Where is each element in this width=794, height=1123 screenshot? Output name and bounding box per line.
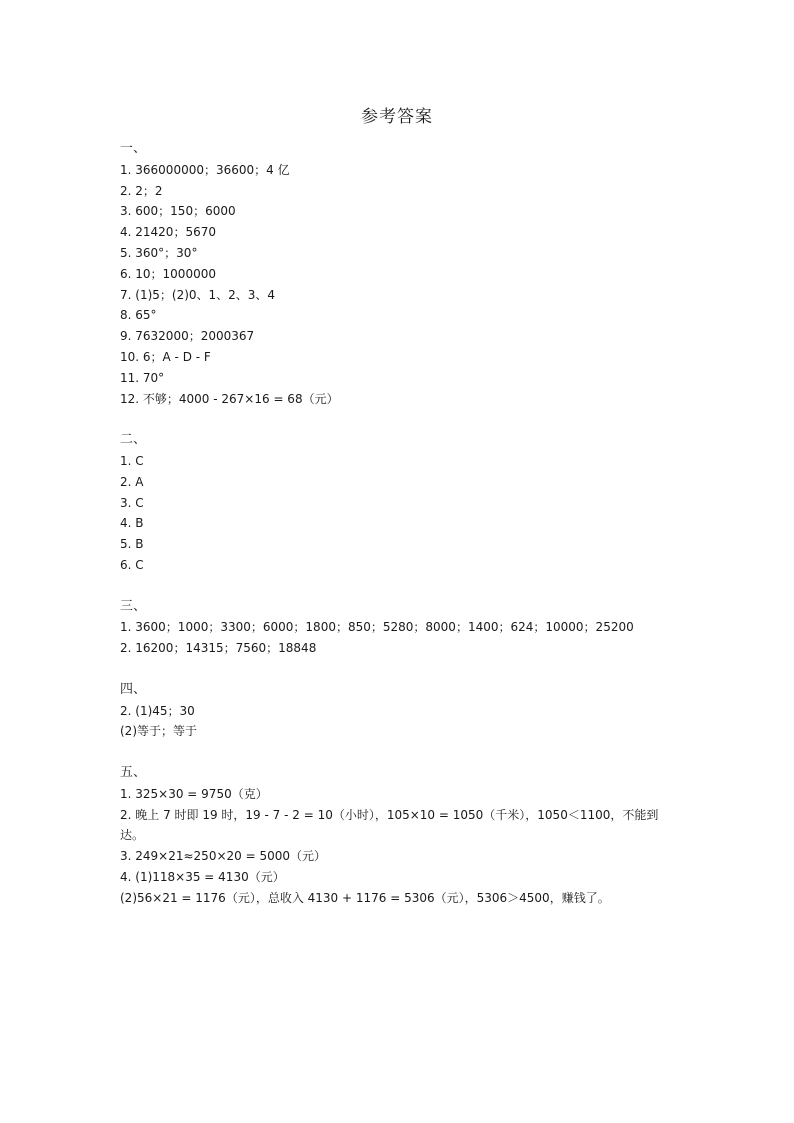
answer-line: 2. (1)45；30 — [120, 703, 195, 718]
answer-line: 1. C — [120, 453, 144, 468]
section-heading: 五、 — [120, 764, 147, 780]
page-title: 参考答案 — [361, 107, 433, 127]
section-heading: 一、 — [120, 141, 147, 156]
answer-line: 6. 10；1000000 — [120, 266, 216, 281]
answer-line: 4. (1)118×35 = 4130（元） — [120, 869, 285, 884]
section-heading: 四、 — [120, 681, 147, 697]
section-2 — [120, 430, 680, 576]
answer-line: 9. 7632000；2000367 — [120, 329, 255, 344]
answer-line: 12. 不够；4000 - 267×16 = 68（元） — [120, 391, 339, 406]
answer-line: 3. C — [120, 495, 144, 510]
answer-line: 5. 360°；30° — [120, 245, 198, 260]
answer-content — [120, 139, 680, 908]
answer-line: 10. 6；A - D - F — [120, 349, 211, 364]
answer-line: (2)等于；等于 — [120, 724, 197, 739]
answer-line: 2. 晚上 7 时即 19 时，19 - 7 - 2 = 10（小时），105×10 = 1050（千米），1050＜1100，不能到 — [120, 807, 659, 822]
answer-line: 2. 16200；14315；7560；18848 — [120, 641, 317, 656]
section-4 — [120, 680, 680, 742]
answer-line: 1. 3600；1000；3300；6000；1800；850；5280；8000；1400；624；10000；25200 — [120, 620, 634, 635]
answer-line: 达。 — [120, 828, 145, 843]
answer-line: 2. A — [120, 474, 144, 489]
answer-line: 11. 70° — [120, 370, 165, 385]
answer-line: 3. 249×21≈250×20 = 5000（元） — [120, 849, 326, 864]
section-5 — [120, 763, 680, 909]
section-heading: 二、 — [120, 432, 147, 448]
section-1 — [120, 139, 680, 409]
answer-line: 3. 600；150；6000 — [120, 204, 236, 219]
answer-line: 4. B — [120, 516, 144, 531]
answer-line: 8. 65° — [120, 308, 157, 323]
answer-line: 1. 366000000；36600；4 亿 — [120, 162, 290, 177]
section-3 — [120, 597, 680, 659]
answer-line: 4. 21420；5670 — [120, 225, 216, 240]
answer-line: (2)56×21 = 1176（元），总收入 4130 + 1176 = 5306（元），5306＞4500，赚钱了。 — [120, 890, 610, 905]
answer-line: 6. C — [120, 557, 144, 572]
section-heading: 三、 — [120, 598, 147, 614]
answer-line: 2. 2；2 — [120, 183, 163, 198]
answer-line: 1. 325×30 = 9750（克） — [120, 786, 268, 801]
answer-line: 7. (1)5；(2)0、1、2、3、4 — [120, 287, 276, 302]
answer-line: 5. B — [120, 537, 144, 552]
